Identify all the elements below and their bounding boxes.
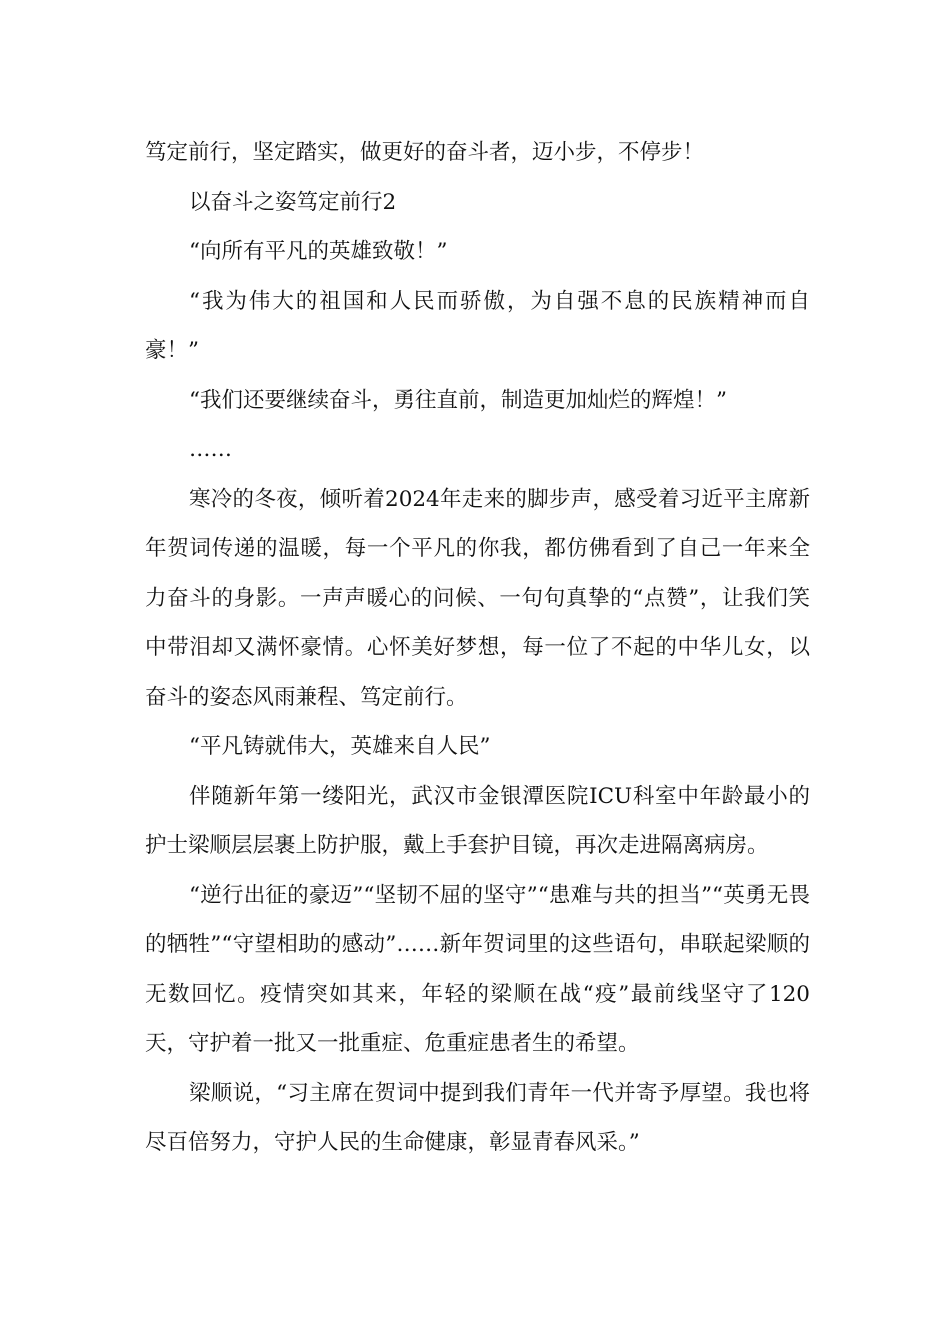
- body-paragraph: 寒冷的冬夜，倾听着2024年走来的脚步声，感受着习近平主席新年贺词传递的温暖，每一个平凡的你我，都仿佛看到了自己一年来全力奋斗的身影。一声声暖心的问候、一句句真挚的“点赞”，让我们笑中带泪却又满怀豪情。心怀美好梦想，每一位了不起的中华儿女，以奋斗的姿态风雨兼程、笃定前行。: [145, 486, 810, 710]
- body-paragraph: 梁顺说，“习主席在贺词中提到我们青年一代并寄予厚望。我也将尽百倍努力，守护人民的生命健康，彰显青春风采。”: [145, 1080, 810, 1155]
- quote-paragraph: “我们还要继续奋斗，勇往直前，制造更加灿烂的辉煌！”: [189, 387, 727, 413]
- ellipsis-line: ……: [189, 437, 232, 462]
- document-body: [145, 128, 810, 1168]
- quote-paragraph: “向所有平凡的英雄致敬！”: [189, 239, 448, 264]
- subheading-quote: “平凡铸就伟大，英雄来自人民”: [189, 734, 491, 759]
- body-paragraph: “逆行出征的豪迈”“坚韧不屈的坚守”“患难与共的担当”“英勇无畏的牺牲”“守望相助的感动”……新年贺词里的这些语句，串联起梁顺的无数回忆。疫情突如其来，年轻的梁顺在战“疫”最前线坚守了120天，守护着一批又一批重症、危重症患者生的希望。: [145, 882, 810, 1056]
- section-title: 以奋斗之姿笃定前行2: [189, 189, 397, 215]
- body-paragraph: 伴随新年第一缕阳光，武汉市金银潭医院ICU科室中年龄最小的护士梁顺层层裹上防护服，戴上手套护目镜，再次走进隔离病房。: [145, 783, 810, 858]
- paragraph-continuation: 笃定前行，坚定踏实，做更好的奋斗者，迈小步，不停步！: [145, 140, 705, 165]
- quote-paragraph: “我为伟大的祖国和人民而骄傲，为自强不息的民族精神而自豪！”: [145, 288, 810, 363]
